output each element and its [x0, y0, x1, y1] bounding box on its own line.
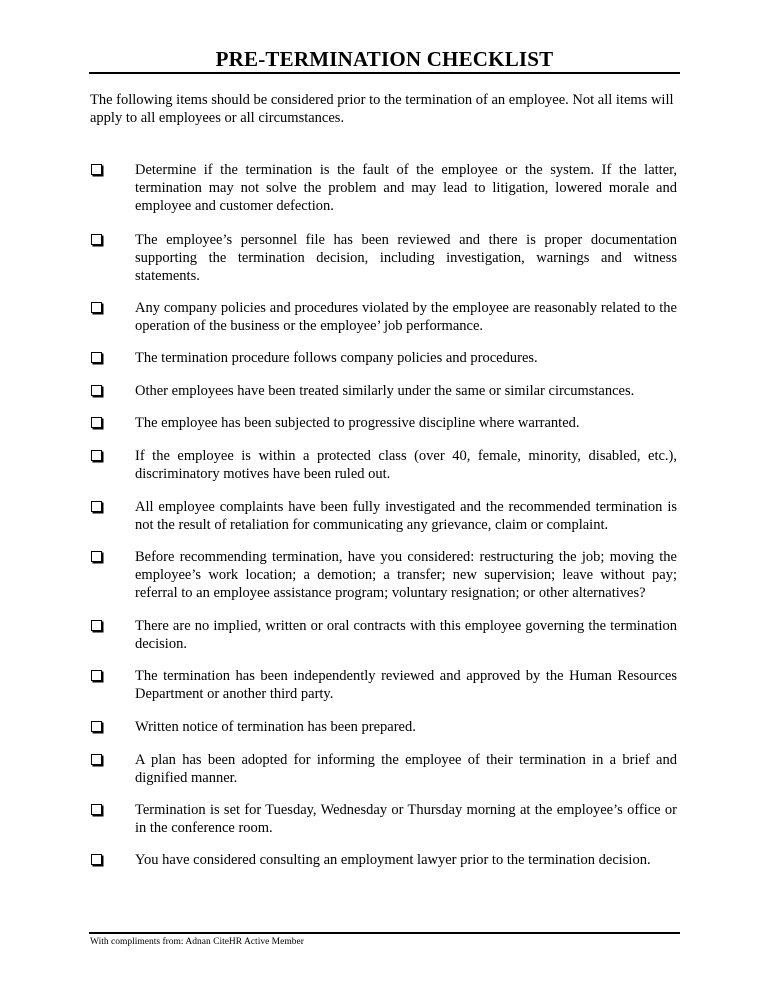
checklist-item-text: Written notice of termination has been prepared. [135, 719, 416, 735]
intro-paragraph: The following items should be considered prior to the termination of an employee. Not all items will apply to all employees or all circumstances. [90, 92, 674, 126]
checkbox-icon[interactable] [91, 164, 102, 175]
footer-text: With compliments from: Adnan CiteHR Active Member [90, 937, 304, 947]
checkbox-icon[interactable] [91, 854, 102, 865]
checkbox-icon[interactable] [91, 417, 102, 428]
checkbox-icon[interactable] [91, 721, 102, 732]
checklist-item-text: All employee complaints have been fully investigated and the recommended termination is not the result of retaliation for communicating any grievance, claim or complaint. [135, 499, 677, 533]
checkbox-icon[interactable] [91, 450, 102, 461]
checkbox-icon[interactable] [91, 670, 102, 681]
checkbox-icon[interactable] [91, 234, 102, 245]
title-underline [89, 72, 680, 74]
checklist-item-text: Determine if the termination is the fault of the employee or the system. If the latter, termination may not solve the problem and may lead to litigation, lowered morale and employee and customer defection. [135, 162, 677, 214]
checklist-item-text: There are no implied, written or oral contracts with this employee governing the termination decision. [135, 618, 677, 652]
footer-divider [89, 932, 680, 934]
checkbox-icon[interactable] [91, 551, 102, 562]
checkbox-icon[interactable] [91, 352, 102, 363]
checkbox-icon[interactable] [91, 754, 102, 765]
checklist-item-text: If the employee is within a protected class (over 40, female, minority, disabled, etc.), discriminatory motives have been ruled out. [135, 448, 677, 482]
checklist-item-text: Before recommending termination, have you considered: restructuring the job; moving the employee’s work location; a demotion; a transfer; new supervision; leave without pay; referral to an employee assistance program; voluntary resignation; or other alternatives? [135, 549, 677, 601]
checkbox-icon[interactable] [91, 620, 102, 631]
checklist-item-text: Termination is set for Tuesday, Wednesday or Thursday morning at the employee’s office or in the conference room. [135, 802, 677, 836]
checklist-item-text: The employee has been subjected to progressive discipline where warranted. [135, 415, 580, 431]
page-title: PRE-TERMINATION CHECKLIST [215, 47, 554, 71]
checklist-item-text: A plan has been adopted for informing the employee of their termination in a brief and dignified manner. [135, 752, 677, 786]
checklist-item-text: Other employees have been treated similarly under the same or similar circumstances. [135, 383, 635, 399]
checkbox-icon[interactable] [91, 385, 102, 396]
checkbox-icon[interactable] [91, 302, 102, 313]
checklist-item-text: The termination procedure follows company policies and procedures. [135, 350, 538, 366]
checklist-item-text: The termination has been independently reviewed and approved by the Human Resources Department or another third party. [135, 668, 677, 702]
checklist-item-text: You have considered consulting an employment lawyer prior to the termination decision. [135, 852, 651, 868]
checkbox-icon[interactable] [91, 501, 102, 512]
checklist-item-text: Any company policies and procedures violated by the employee are reasonably related to the operation of the business or the employee’ job performance. [135, 300, 677, 334]
checklist-item-text: The employee’s personnel file has been reviewed and there is proper documentation supporting the termination decision, including investigation, warnings and witness statements. [135, 232, 677, 284]
checkbox-icon[interactable] [91, 804, 102, 815]
